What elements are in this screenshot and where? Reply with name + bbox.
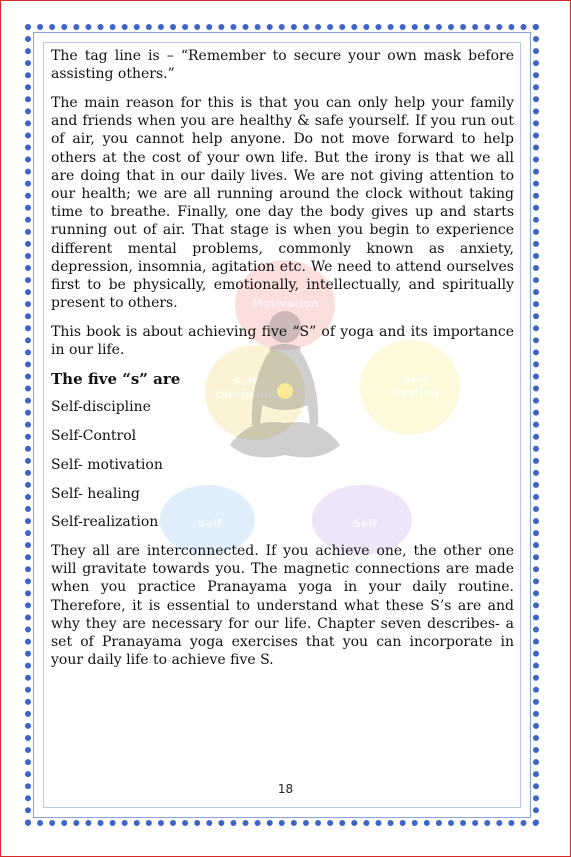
- list-item: Self- motivation: [51, 456, 163, 473]
- list-item: Self-Control: [51, 428, 137, 445]
- list-item: Self-discipline: [51, 399, 151, 416]
- watermark-label: Motivation: [252, 297, 319, 310]
- reason-paragraph: The main reason for this is that you can only help your family and friends when you are healthy & safe yourself. If you run out of air, you cannot help anyone. Do not move forward to help others at the cost of your own life. But the irony is that we all are doing that in our daily lives. We are not giving attention to our health; we are all running around the clock without taking time to breathe. Finally, one day the body gives up and starts running out of air. That stage is when you begin to experience different mental problems, commonly known as anxiety, depression, insomnia, agitation etc. We need to attend ourselves first to be physically, emotionally, intellectually, and spiritually present to others.: [51, 94, 514, 312]
- watermark-label: Self: [198, 517, 222, 530]
- watermark-label: Self: [353, 517, 377, 530]
- watermark-label: Self Discipline: [215, 375, 276, 401]
- book-purpose-paragraph: This book is about achieving five “S” of yoga and its importance in our life.: [51, 323, 514, 359]
- five-s-heading: The five “s” are: [51, 369, 181, 388]
- page-content: [51, 47, 514, 680]
- intro-paragraph: The tag line is – “Remember to secure your own mask before assisting others.”: [51, 48, 514, 83]
- list-item: Self-realization: [51, 514, 159, 531]
- list-item: Self- healing: [51, 485, 140, 502]
- page-number: 18: [277, 782, 294, 796]
- watermark-label: Self Healing: [391, 373, 439, 399]
- interconnected-paragraph: They all are interconnected. If you achieve one, the other one will gravitate towards you. The magnetic connections are made when you practice Pranayama yoga in your daily routine. Therefore, it is essential to understand what these S’s are and why they are necessary for our life. Chapter seven describes- a set of Pranayama yoga exercises that you can incorporate in your daily life to achieve five S.: [51, 542, 514, 669]
